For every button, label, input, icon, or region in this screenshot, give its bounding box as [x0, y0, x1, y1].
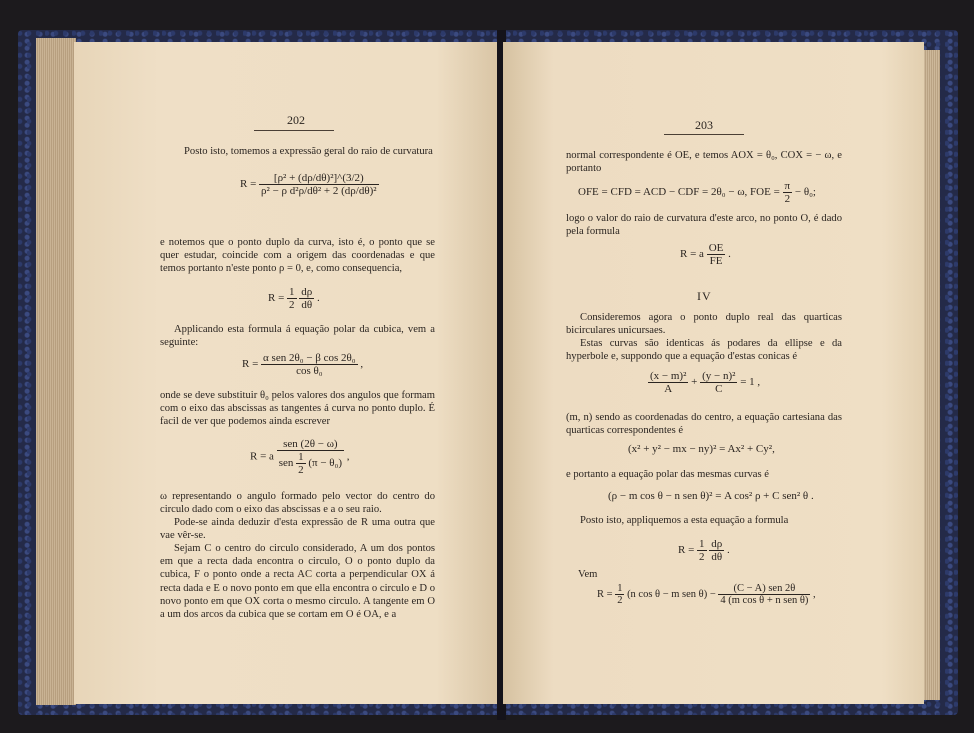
- fraction-numerator: [ρ² + (dρ/dθ)²]^(3/2): [259, 172, 379, 185]
- left-para-2: e notemos que o ponto duplo da curva, isto é, o ponto que se quer estudar, coincide com a origem das coordenadas e que temos portanto n'este ponto ρ = 0, e, como consequencia,: [160, 237, 435, 275]
- formula-tail: .: [727, 544, 730, 557]
- formula-middle: (n cos θ − m sen θ) −: [627, 588, 716, 600]
- fraction-numerator: (x − m)²: [650, 370, 687, 382]
- fraction-denominator: 2: [784, 193, 791, 205]
- fraction-numerator: 1: [699, 538, 705, 550]
- left-para-6: Pode-se ainda deduzir d'esta expressão de R uma outra que vae vêr-se.: [160, 517, 435, 542]
- fraction: [648, 370, 688, 395]
- fraction-numerator: (y − n)²: [702, 370, 736, 382]
- right-formula-4: (x² + y² − mx − ny)² = Ax² + Cy²,: [628, 443, 775, 455]
- fraction: [697, 538, 707, 563]
- page-number-right: 203: [695, 118, 713, 132]
- fraction: [709, 538, 724, 563]
- fraction-denominator: FE: [709, 255, 723, 267]
- left-para-5: ω representando o angulo formado pelo vector do centro do circulo dado com o eixo das abscissas e a o seu raio.: [160, 491, 435, 516]
- fraction: [259, 172, 379, 197]
- fraction-denominator: 2: [617, 595, 623, 606]
- fraction-denominator: ρ² − ρ d²ρ/dθ² + 2 (dρ/dθ)²: [261, 185, 377, 197]
- formula-lhs: R = a: [680, 248, 704, 261]
- fraction-numerator: π: [784, 180, 791, 192]
- right-formula-7: [597, 583, 816, 606]
- fraction-denominator: dθ: [711, 551, 723, 563]
- right-formula-1: [578, 180, 816, 205]
- formula-lhs: R =: [597, 588, 613, 600]
- page-edges-right: [924, 50, 940, 700]
- fraction: [296, 451, 306, 476]
- page-number-rule-right: [664, 134, 744, 135]
- left-formula-4: [250, 438, 350, 476]
- plus-sign: +: [691, 376, 698, 389]
- formula-lhs: R =: [678, 544, 695, 557]
- right-para-5: (m, n) sendo as coordenadas do centro, a equação cartesiana das quarticas correspondentes é: [566, 412, 842, 437]
- right-formula-6: [678, 538, 730, 563]
- fraction-denominator: 2: [289, 299, 295, 311]
- right-formula-2: [680, 242, 731, 267]
- left-formula-1: [240, 172, 379, 197]
- fraction: [718, 583, 810, 606]
- left-para-1: Posto isto, tomemos a expressão geral do raio de curvatura: [184, 146, 433, 157]
- fraction-denominator: A: [664, 383, 673, 395]
- formula-tail: ,: [346, 450, 350, 463]
- fraction: [783, 180, 793, 205]
- fraction-numerator: dρ: [711, 538, 723, 550]
- fraction-denominator: 2: [699, 551, 705, 563]
- left-para-4: onde se deve substituir θ₀ pelos valores dos angulos que formam com o eixo das abscissas as tangentes á curva no ponto duplo. É facil de ver que podemos ainda escrever: [160, 390, 435, 428]
- left-formula-2: [268, 286, 320, 311]
- formula-lhs: R = a: [250, 450, 274, 463]
- fraction-numerator: sen (2θ − ω): [277, 438, 344, 451]
- right-formula-5: (ρ − m cos θ − n sen θ)² = A cos² ρ + C sen² θ .: [608, 490, 814, 502]
- fraction-numerator: α sen 2θ₀ − β cos 2θ₀: [263, 352, 356, 364]
- fraction: [277, 438, 344, 476]
- right-para-2: logo o valor do raio de curvatura d'este arco, no ponto O, é dado pela formula: [566, 213, 842, 238]
- fraction: [299, 286, 314, 311]
- formula-tail: .: [317, 292, 320, 305]
- formula-tail: ,: [813, 588, 816, 600]
- fraction-numerator: 1: [289, 286, 295, 298]
- fraction-denominator: cos θ₀: [296, 365, 323, 377]
- fraction: [261, 352, 358, 377]
- right-para-3: Consideremos agora o ponto duplo real das quarticas bicirculares unicursaes.: [566, 312, 842, 337]
- fraction-denominator: dθ: [301, 299, 313, 311]
- right-para-1: normal correspondente é OE, e temos AOX = θ₀, COX = − ω, e portanto: [566, 150, 842, 175]
- left-para-3: Applicando esta formula á equação polar da cubica, vem a seguinte:: [160, 324, 435, 349]
- right-formula-3: [648, 370, 760, 395]
- formula-tail: .: [728, 248, 731, 261]
- formula-tail: = 1 ,: [740, 376, 761, 389]
- fraction: [615, 583, 624, 606]
- section-heading: IV: [697, 289, 712, 303]
- page-number-rule-left: [254, 130, 334, 131]
- fraction: [287, 286, 297, 311]
- fraction-numerator: (C − A) sen 2θ: [718, 583, 810, 595]
- right-para-7: Posto isto, appliquemos a esta equação a formula: [580, 515, 789, 526]
- left-formula-3: [242, 352, 363, 377]
- den-prefix: sen: [278, 457, 294, 470]
- fraction-numerator: 1: [298, 451, 304, 463]
- formula-tail: − θ₀;: [794, 186, 816, 199]
- fraction-denominator: C: [715, 383, 723, 395]
- right-para-4: Estas curvas são identicas ás podares da ellipse e da hyperbole e, suppondo que a equação d'estas conicas é: [566, 338, 842, 363]
- fraction-numerator: dρ: [301, 286, 313, 298]
- fraction-numerator: 1: [617, 583, 623, 594]
- formula-body: OFE = CFD = ACD − CDF = 2θ₀ − ω, FOE =: [578, 186, 780, 199]
- fraction: [707, 242, 726, 267]
- den-rest: (π − θ₀): [308, 457, 343, 470]
- formula-tail: ,: [360, 358, 364, 371]
- formula-lhs: R =: [240, 178, 257, 191]
- fraction-denominator: [277, 451, 344, 476]
- fraction: [700, 370, 737, 395]
- page-number-left: 202: [287, 113, 305, 127]
- right-para-8: Vem: [578, 569, 598, 580]
- page-edges-left: [36, 38, 76, 705]
- formula-lhs: R =: [242, 358, 259, 371]
- fraction-denominator: 2: [298, 464, 304, 476]
- formula-lhs: R =: [268, 292, 285, 305]
- fraction-denominator: 4 (m cos θ + n sen θ): [720, 595, 809, 606]
- right-para-6: e portanto a equação polar das mesmas curvas é: [566, 469, 769, 480]
- left-para-7: Sejam C o centro do circulo considerado, A um dos pontos em que a recta dada encontra o circulo, O o ponto duplo da cubica, F o ponto onde a recta AC corta a perpendicular OX á recta dada e E o novo ponto em que ella encontra o circulo e D o novo ponto em que OX corta o mesmo circulo. A tangente em O a um dos arcos da cubica que se cortam em O é OA, e a: [160, 543, 435, 621]
- fraction-numerator: OE: [708, 242, 724, 254]
